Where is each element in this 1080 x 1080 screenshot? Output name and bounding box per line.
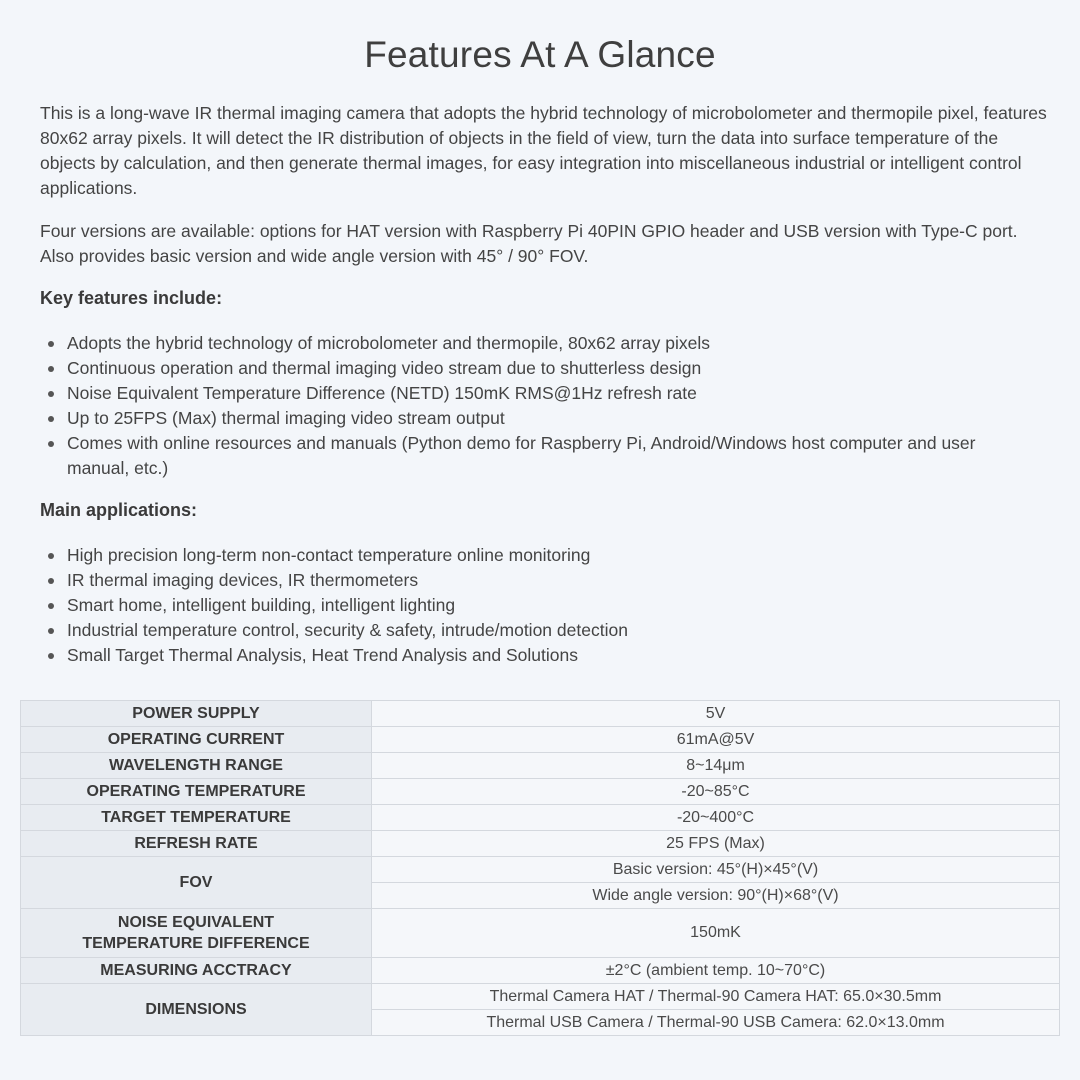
spec-label: MEASURING ACCTRACY <box>21 958 372 984</box>
spec-table <box>20 700 1060 1036</box>
spec-label: WAVELENGTH RANGE <box>21 753 372 779</box>
spec-value: 5V <box>372 701 1060 727</box>
intro-text-1: This is a long-wave IR thermal imaging camera that adopts the hybrid technology of microbolometer and thermopile pixel, features 80x62 array pixels. It will detect the IR distribution of objects in the field of view, turn the data into surface temperature of the objects by calculation, and then generate thermal images, for easy integration into miscellaneous industrial or intelligent control applications. <box>40 103 1047 198</box>
spec-label: OPERATING CURRENT <box>21 727 372 753</box>
table-row <box>21 753 1060 779</box>
table-row <box>21 831 1060 857</box>
table-row <box>21 727 1060 753</box>
spec-value: 8~14μm <box>372 753 1060 779</box>
table-row <box>21 984 1060 1010</box>
spec-label: OPERATING TEMPERATURE <box>21 779 372 805</box>
spec-value: Thermal USB Camera / Thermal-90 USB Camera: 62.0×13.0mm <box>372 1010 1060 1036</box>
spec-value: 150mK <box>372 909 1060 958</box>
spec-label: FOV <box>21 857 372 909</box>
key-features-list <box>48 331 1038 481</box>
spec-value: Thermal Camera HAT / Thermal-90 Camera HAT: 65.0×30.5mm <box>372 984 1060 1010</box>
key-features-heading: Key features include: <box>40 288 223 308</box>
list-item: Comes with online resources and manuals (Python demo for Raspberry Pi, Android/Windows host computer and user manual, etc.) <box>48 431 1038 481</box>
spec-value: 61mA@5V <box>372 727 1060 753</box>
spec-value: 25 FPS (Max) <box>372 831 1060 857</box>
intro-paragraph-2 <box>40 219 1050 269</box>
spec-label-line: NOISE EQUIVALENT <box>117 914 275 931</box>
spec-value: ±2°C (ambient temp. 10~70°C) <box>372 958 1060 984</box>
table-row <box>21 958 1060 984</box>
spec-value: Basic version: 45°(H)×45°(V) <box>372 857 1060 883</box>
spec-value: -20~85°C <box>372 779 1060 805</box>
intro-text-2: Four versions are available: options for HAT version with Raspberry Pi 40PIN GPIO header and USB version with Type-C port. Also provides basic version and wide angle version with 45° / 90° FOV. <box>40 221 1018 266</box>
list-item: Small Target Thermal Analysis, Heat Trend Analysis and Solutions <box>48 643 1038 668</box>
spec-label <box>21 909 372 958</box>
table-row <box>21 779 1060 805</box>
applications-list <box>48 543 1038 668</box>
table-row <box>21 701 1060 727</box>
list-item: IR thermal imaging devices, IR thermometers <box>48 568 1038 593</box>
spec-label: DIMENSIONS <box>21 984 372 1036</box>
list-item: Industrial temperature control, security & safety, intrude/motion detection <box>48 618 1038 643</box>
list-item: Smart home, intelligent building, intelligent lighting <box>48 593 1038 618</box>
table-row <box>21 909 1060 958</box>
list-item: Continuous operation and thermal imaging video stream due to shutterless design <box>48 356 1038 381</box>
spec-value: -20~400°C <box>372 805 1060 831</box>
list-item: Noise Equivalent Temperature Difference (NETD) 150mK RMS@1Hz refresh rate <box>48 381 1038 406</box>
spec-label: TARGET TEMPERATURE <box>21 805 372 831</box>
table-row <box>21 857 1060 883</box>
list-item: Up to 25FPS (Max) thermal imaging video stream output <box>48 406 1038 431</box>
spec-value: Wide angle version: 90°(H)×68°(V) <box>372 883 1060 909</box>
spec-label: POWER SUPPLY <box>21 701 372 727</box>
intro-paragraph-1 <box>40 101 1050 201</box>
applications-heading: Main applications: <box>40 500 198 520</box>
spec-label: REFRESH RATE <box>21 831 372 857</box>
list-item: Adopts the hybrid technology of microbolometer and thermopile, 80x62 array pixels <box>48 331 1038 356</box>
page-title: Features At A Glance <box>364 34 716 75</box>
spec-label-line: TEMPERATURE DIFFERENCE <box>82 935 310 952</box>
table-row <box>21 805 1060 831</box>
list-item: High precision long-term non-contact temperature online monitoring <box>48 543 1038 568</box>
